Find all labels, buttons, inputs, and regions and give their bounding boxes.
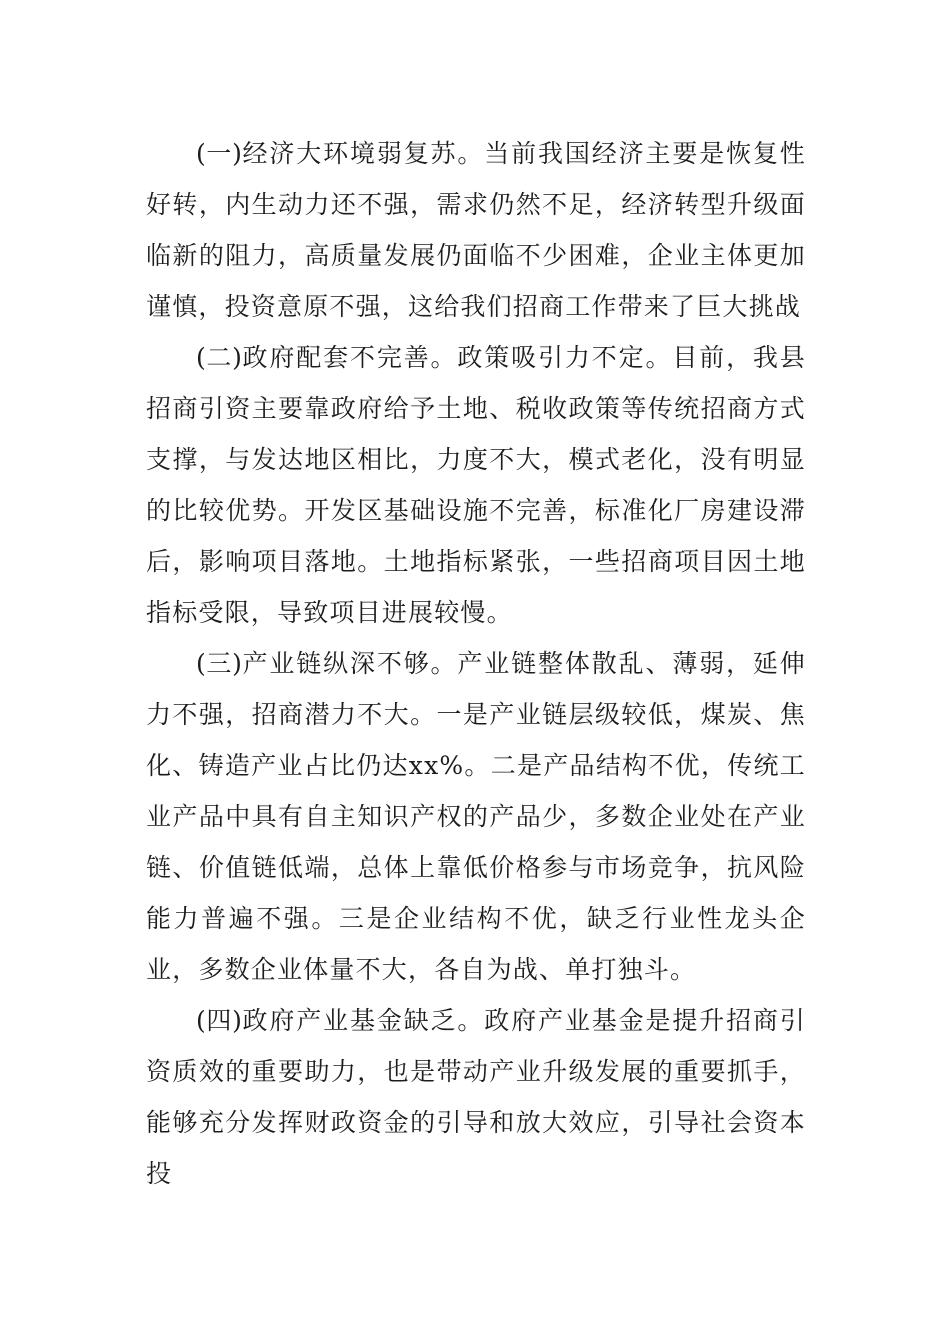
paragraph-government-support (146, 332, 806, 638)
paragraph-label: (三) (196, 649, 242, 678)
paragraph-text: 经济大环境弱复苏。当前我国经济主要是恢复性好转，内生动力还不强，需求仍然不足，经济转型升级面临新的阻力，高质量发展仍面临不少困难，企业主体更加谨慎，投资意原不强，这给我们招商工作带来了巨大挑战 (146, 139, 806, 321)
paragraph-industry-fund (146, 995, 806, 1199)
paragraph-industry-chain (146, 638, 806, 995)
paragraph-economic-environment (146, 128, 806, 332)
paragraph-text: 政府配套不完善。政策吸引力不定。目前，我县招商引资主要靠政府给予土地、税收政策等传统招商方式支撑，与发达地区相比，力度不大，模式老化，没有明显的比较优势。开发区基础设施不完善，标准化厂房建设滞后，影响项目落地。土地指标紧张，一些招商项目因土地指标受限，导致项目进展较慢。 (146, 343, 806, 627)
paragraph-text: 政府产业基金缺乏。政府产业基金是提升招商引资质效的重要助力，也是带动产业升级发展的重要抓手，能够充分发挥财政资金的引导和放大效应，引导社会资本投 (146, 1006, 806, 1188)
document-body (146, 128, 806, 1199)
paragraph-label: (四) (196, 1006, 242, 1035)
paragraph-text: 产业链纵深不够。产业链整体散乱、薄弱，延伸力不强，招商潜力不大。一是产业链层级较低，煤炭、焦化、铸造产业占比仍达xx%。二是产品结构不优，传统工业产品中具有自主知识产权的产品少，多数企业处在产业链、价值链低端，总体上靠低价格参与市场竞争，抗风险能力普遍不强。三是企业结构不优，缺乏行业性龙头企业，多数企业体量不大，各自为战、单打独斗。 (146, 649, 806, 984)
paragraph-label: (二) (196, 343, 242, 372)
paragraph-label: (一) (196, 139, 242, 168)
